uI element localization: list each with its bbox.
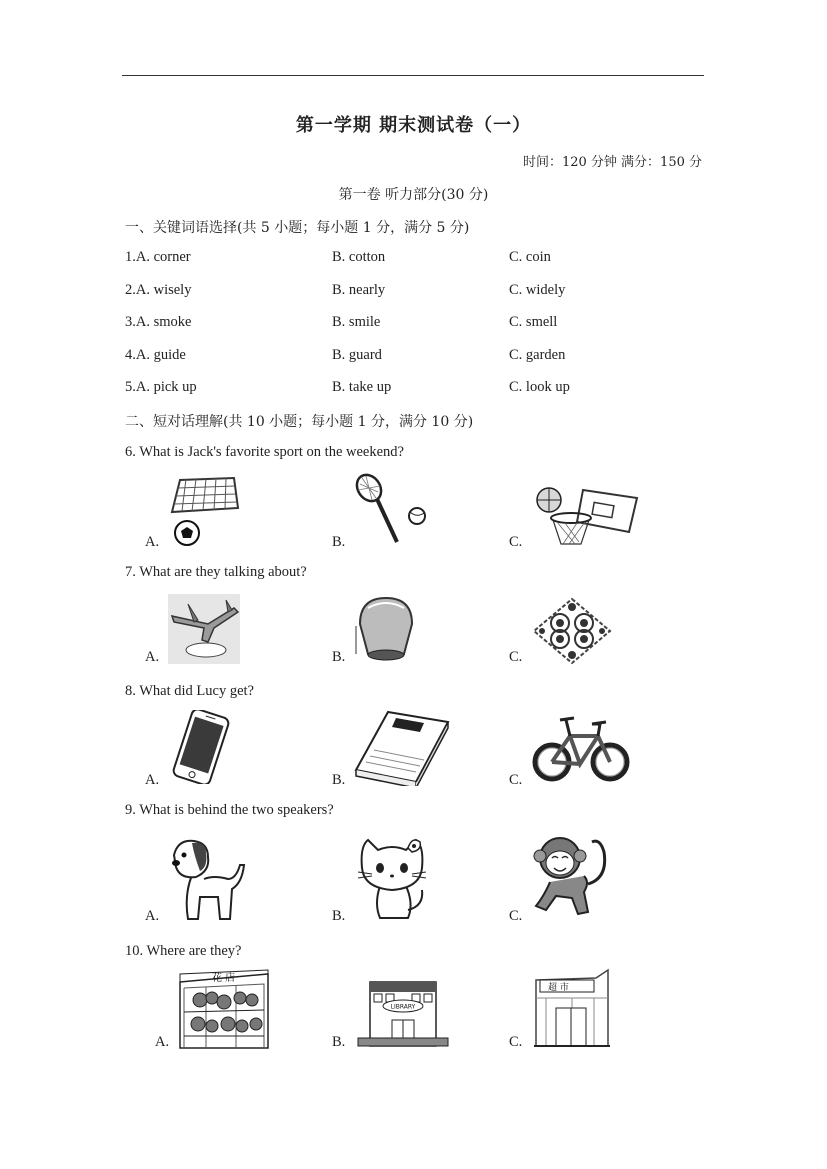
item-row	[125, 314, 725, 336]
model-plane-icon	[168, 594, 240, 664]
monkey-icon	[532, 832, 610, 920]
section2-heading: 二、短对话理解(共 10 小题；每小题 1 分，满分 10 分)	[125, 414, 474, 430]
option-b: B. smile	[332, 314, 381, 330]
page-title: 第一学期 期末测试卷（一）	[295, 115, 532, 136]
option-c: C. widely	[509, 282, 566, 298]
question-9: 9. What is behind the two speakers?	[125, 802, 334, 818]
paper-cut-icon	[532, 597, 612, 665]
supermarket-sign: 超 市	[548, 983, 569, 993]
top-rule	[122, 75, 704, 76]
option-label: B.	[332, 908, 346, 924]
option-label: C.	[509, 908, 523, 924]
question-8: 8. What did Lucy get?	[125, 683, 254, 699]
item-row	[125, 282, 725, 304]
option-label: C.	[509, 649, 523, 665]
option-label: A.	[145, 772, 160, 788]
item-row	[125, 347, 725, 369]
option-b: B. nearly	[332, 282, 386, 298]
option-label: B.	[332, 772, 346, 788]
option-label: B.	[332, 534, 346, 550]
kitten-icon	[354, 834, 430, 922]
option-c: C. smell	[509, 314, 558, 330]
option-label: A.	[145, 908, 160, 924]
option-b: B. cotton	[332, 249, 386, 265]
option-a: 4.A. guide	[125, 347, 186, 363]
library-building-icon	[356, 980, 450, 1048]
item-row	[125, 249, 725, 271]
tennis-racket-icon	[352, 472, 432, 548]
option-label: C.	[509, 1034, 523, 1050]
soccer-goal-icon	[168, 474, 240, 550]
option-label: A.	[145, 534, 160, 550]
question-7: 7. What are they talking about?	[125, 564, 307, 580]
flower-shop-sign: 花 店	[212, 973, 236, 984]
option-c: C. look up	[509, 379, 570, 395]
option-label: C.	[509, 772, 523, 788]
item-row	[125, 379, 725, 401]
flower-shop-icon	[176, 968, 270, 1050]
part-heading: 第一卷 听力部分(30 分)	[338, 187, 489, 203]
option-a: 5.A. pick up	[125, 379, 197, 395]
option-a: 3.A. smoke	[125, 314, 192, 330]
library-sign: LIBRARY	[390, 1003, 416, 1011]
option-label: A.	[145, 649, 160, 665]
option-a: 1.A. corner	[125, 249, 191, 265]
option-label: B.	[332, 1034, 346, 1050]
option-label: A.	[155, 1034, 170, 1050]
dictionary-book-icon	[354, 710, 450, 786]
bicycle-icon	[532, 712, 630, 784]
basketball-hoop-icon	[531, 484, 641, 548]
question-10: 10. Where are they?	[125, 943, 242, 959]
option-b: B. take up	[332, 379, 392, 395]
smartphone-icon	[168, 710, 234, 784]
section1-heading: 一、关键词语选择(共 5 小题；每小题 1 分，满分 5 分)	[125, 220, 470, 236]
supermarket-icon	[532, 968, 612, 1048]
exam-meta: 时间：120 分钟 满分：150 分	[522, 155, 702, 170]
option-c: C. garden	[509, 347, 566, 363]
option-label: B.	[332, 649, 346, 665]
question-6: 6. What is Jack's favorite sport on the weekend?	[125, 444, 404, 460]
option-b: B. guard	[332, 347, 382, 363]
option-c: C. coin	[509, 249, 551, 265]
option-a: 2.A. wisely	[125, 282, 192, 298]
sky-lantern-icon	[354, 596, 418, 664]
option-label: C.	[509, 534, 523, 550]
dog-icon	[166, 835, 248, 923]
